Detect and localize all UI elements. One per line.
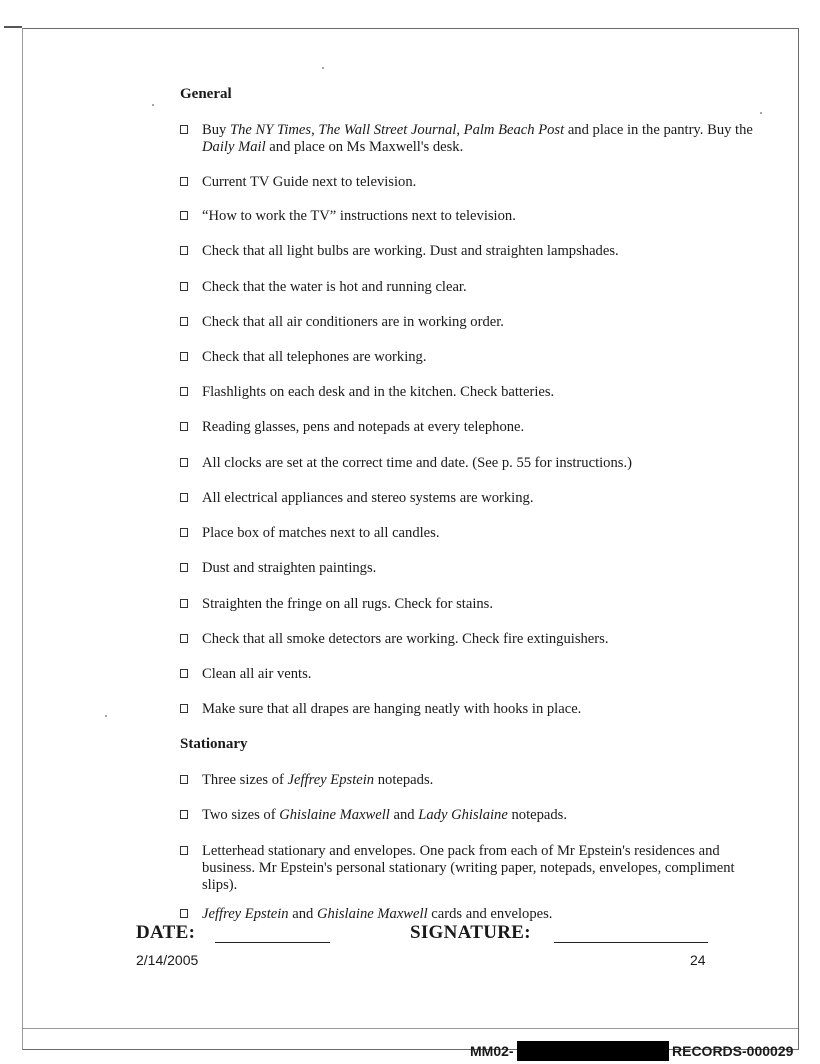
checkbox-icon	[180, 387, 188, 396]
italic-title: Ghislaine Maxwell	[279, 807, 390, 823]
checkbox-icon	[180, 422, 188, 431]
text-run: Letterhead stationary and envelopes. One pack from each of Mr Epstein's residences and business. Mr Epstein's personal stationary (writing paper, notepads, envelopes, compliment slips).	[202, 843, 735, 893]
checklist-item	[180, 174, 770, 191]
checklist-item	[180, 208, 770, 225]
checkbox-icon	[180, 282, 188, 291]
text-run: Check that the water is hot and running clear.	[202, 279, 467, 295]
date-field-line	[215, 942, 330, 943]
italic-title: Jeffrey Epstein	[287, 772, 375, 788]
checklist-item	[180, 525, 770, 542]
section-heading-stationary: Stationary	[180, 736, 248, 752]
checkbox-icon	[180, 125, 188, 134]
text-run: and place in the pantry. Buy the	[564, 122, 753, 138]
text-run: Place box of matches next to all candles.	[202, 525, 440, 541]
checkbox-icon	[180, 599, 188, 608]
checklist-item	[180, 349, 770, 366]
text-run: Reading glasses, pens and notepads at every telephone.	[202, 419, 525, 435]
checkbox-icon	[180, 458, 188, 467]
checkbox-icon	[180, 669, 188, 678]
text-run: and	[288, 906, 317, 922]
italic-title: The Wall Street Journal	[318, 122, 457, 138]
checklist-item-text	[202, 525, 770, 542]
checklist-item	[180, 122, 770, 156]
checkbox-icon	[180, 352, 188, 361]
checklist-item	[180, 279, 770, 296]
text-run: ,	[456, 122, 464, 138]
checkbox-icon	[180, 493, 188, 502]
checklist-item	[180, 631, 770, 648]
scan-speck	[152, 104, 154, 106]
italic-title: Daily Mail	[202, 139, 266, 155]
checklist-item-text	[202, 596, 770, 613]
text-run: ,	[311, 122, 319, 138]
checkbox-icon	[180, 246, 188, 255]
checkbox-icon	[180, 177, 188, 186]
checkbox-icon	[180, 810, 188, 819]
checkbox-icon	[180, 528, 188, 537]
checklist-item	[180, 314, 770, 331]
checklist-item-text	[202, 843, 770, 894]
checklist-item-text	[202, 807, 770, 824]
checklist-item	[180, 701, 770, 718]
text-run: Check that all air conditioners are in working order.	[202, 314, 504, 330]
scan-speck	[760, 112, 762, 114]
section-heading-general: General	[180, 86, 232, 102]
text-run: Buy	[202, 122, 230, 138]
text-run: Check that all light bulbs are working. Dust and straighten lampshades.	[202, 243, 619, 259]
text-run: “How to work the TV” instructions next to television.	[202, 208, 516, 224]
checklist-item	[180, 560, 770, 577]
checklist-item	[180, 807, 770, 824]
page-number: 24	[690, 952, 706, 968]
checklist-item-text	[202, 701, 770, 718]
checklist-item	[180, 419, 770, 436]
italic-title: Ghislaine Maxwell	[316, 906, 428, 922]
checklist-item-text	[202, 419, 770, 436]
bates-prefix: MM02-	[470, 1043, 514, 1059]
checkbox-icon	[180, 775, 188, 784]
checklist-item	[180, 243, 770, 260]
checklist-item	[180, 772, 770, 789]
checklist-item	[180, 384, 770, 401]
checkbox-icon	[180, 317, 188, 326]
checklist-item-text	[202, 455, 770, 472]
checklist-item-text	[202, 314, 770, 331]
text-run: Two sizes of	[202, 807, 280, 823]
checklist-item-text	[202, 772, 770, 789]
signature-field-line	[554, 942, 708, 943]
italic-title: Jeffrey Epstein	[202, 906, 289, 922]
text-run: Dust and straighten paintings.	[202, 560, 377, 576]
text-run: Three sizes of	[202, 772, 288, 788]
checkbox-icon	[180, 634, 188, 643]
bates-suffix: RECORDS-000029	[672, 1043, 794, 1059]
checklist-item-text	[202, 208, 770, 225]
signature-label: SIGNATURE:	[410, 922, 531, 943]
text-run: Clean all air vents.	[202, 666, 312, 682]
date-label: DATE:	[136, 922, 196, 943]
checklist-item-text	[202, 122, 770, 156]
redaction-block	[517, 1041, 669, 1061]
text-run: Check that all smoke detectors are working. Check fire extinguishers.	[202, 631, 609, 647]
text-run: All electrical appliances and stereo systems are working.	[202, 490, 534, 506]
checklist-item-text	[202, 560, 770, 577]
text-run: Check that all telephones are working.	[202, 349, 427, 365]
italic-title: Lady Ghislaine	[418, 807, 508, 823]
checkbox-icon	[180, 563, 188, 572]
checklist-item-text	[202, 279, 770, 296]
text-run: and place on Ms Maxwell's desk.	[265, 139, 464, 155]
checklist-item-text	[202, 349, 770, 366]
text-run: cards and envelopes.	[427, 906, 553, 922]
italic-title: The NY Times	[229, 122, 312, 138]
italic-title: Palm Beach Post	[463, 122, 565, 138]
text-run: notepads.	[507, 807, 568, 823]
text-run: Make sure that all drapes are hanging neatly with hooks in place.	[202, 701, 582, 717]
scan-edge-mark	[4, 26, 22, 28]
checklist-item	[180, 490, 770, 507]
checklist-item-text	[202, 490, 770, 507]
text-run: Flashlights on each desk and in the kitchen. Check batteries.	[202, 384, 555, 400]
checklist-item	[180, 455, 770, 472]
scan-speck	[322, 67, 324, 69]
checkbox-icon	[180, 846, 188, 855]
checklist-item	[180, 596, 770, 613]
scan-speck	[105, 715, 107, 717]
checklist-item-text	[202, 631, 770, 648]
checklist-item	[180, 843, 770, 894]
checklist-item-text	[202, 666, 770, 683]
page-bottom-rule	[22, 1028, 798, 1029]
text-run: Current TV Guide next to television.	[202, 174, 417, 190]
checkbox-icon	[180, 211, 188, 220]
checklist-item-text	[202, 384, 770, 401]
text-run: notepads.	[374, 772, 434, 788]
checkbox-icon	[180, 704, 188, 713]
document-date: 2/14/2005	[136, 952, 199, 968]
checklist-item-text	[202, 906, 770, 923]
text-run: and	[389, 807, 419, 823]
checklist-item-text	[202, 243, 770, 260]
checklist-item-text	[202, 174, 770, 191]
text-run: All clocks are set at the correct time and date. (See p. 55 for instructions.)	[202, 455, 632, 471]
checklist-item	[180, 906, 770, 923]
checkbox-icon	[180, 909, 188, 918]
checklist-item	[180, 666, 770, 683]
text-run: Straighten the fringe on all rugs. Check for stains.	[202, 596, 493, 612]
